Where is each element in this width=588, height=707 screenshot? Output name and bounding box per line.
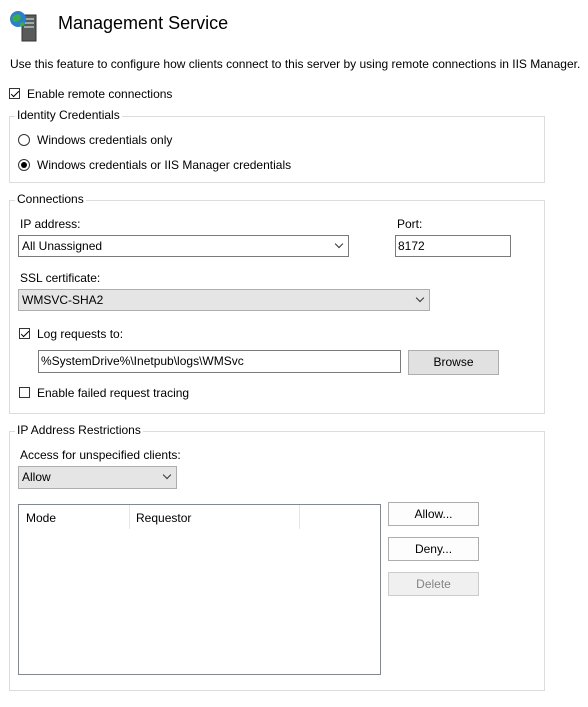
ssl-certificate-label: SSL certificate: xyxy=(20,271,101,285)
ssl-certificate-value: WMSVC-SHA2 xyxy=(22,293,104,307)
log-requests-checkbox[interactable] xyxy=(19,328,30,339)
access-unspecified-value: Allow xyxy=(22,470,51,484)
port-label: Port: xyxy=(397,217,423,231)
enable-remote-checkbox[interactable] xyxy=(9,88,20,99)
windows-only-label: Windows credentials only xyxy=(37,133,173,147)
ssl-certificate-select[interactable] xyxy=(18,289,430,311)
port-value: 8172 xyxy=(398,239,425,253)
column-header-mode[interactable]: Mode xyxy=(26,511,57,525)
column-divider xyxy=(299,505,300,529)
access-unspecified-select[interactable] xyxy=(18,466,177,489)
chevron-down-icon xyxy=(416,294,424,302)
ip-restrictions-legend: IP Address Restrictions xyxy=(17,423,141,437)
access-unspecified-label: Access for unspecified clients: xyxy=(20,448,181,462)
page-title: Management Service xyxy=(58,13,229,33)
restrictions-list[interactable] xyxy=(18,504,381,675)
log-path-value: %SystemDrive%\Inetpub\logs\WMSvc xyxy=(41,354,244,368)
management-service-icon xyxy=(8,9,42,43)
allow-button[interactable]: Allow... xyxy=(388,502,479,526)
page-description: Use this feature to configure how clients connect to this server by using remote connections in IIS Manager. xyxy=(10,57,581,71)
identity-credentials-group xyxy=(9,116,545,183)
ip-address-label: IP address: xyxy=(20,217,81,231)
windows-or-iis-label: Windows credentials or IIS Manager credentials xyxy=(37,158,292,172)
windows-only-radio[interactable] xyxy=(18,134,30,146)
connections-legend: Connections xyxy=(17,192,84,206)
delete-button[interactable]: Delete xyxy=(388,572,479,596)
log-path-input[interactable] xyxy=(38,350,401,373)
port-input[interactable] xyxy=(395,235,511,257)
ip-address-select[interactable] xyxy=(18,235,349,257)
failed-tracing-checkbox[interactable] xyxy=(19,387,30,398)
browse-button[interactable]: Browse xyxy=(408,350,499,375)
failed-tracing-label: Enable failed request tracing xyxy=(37,386,190,400)
enable-remote-label: Enable remote connections xyxy=(27,87,173,101)
windows-or-iis-radio[interactable] xyxy=(18,159,30,171)
identity-credentials-legend: Identity Credentials xyxy=(17,108,120,122)
chevron-down-icon xyxy=(335,240,343,248)
ip-address-value: All Unassigned xyxy=(22,239,103,253)
chevron-down-icon xyxy=(163,471,171,479)
column-divider xyxy=(129,505,130,529)
deny-button[interactable]: Deny... xyxy=(388,537,479,561)
column-header-requestor[interactable]: Requestor xyxy=(136,511,192,525)
log-requests-label: Log requests to: xyxy=(37,327,124,341)
